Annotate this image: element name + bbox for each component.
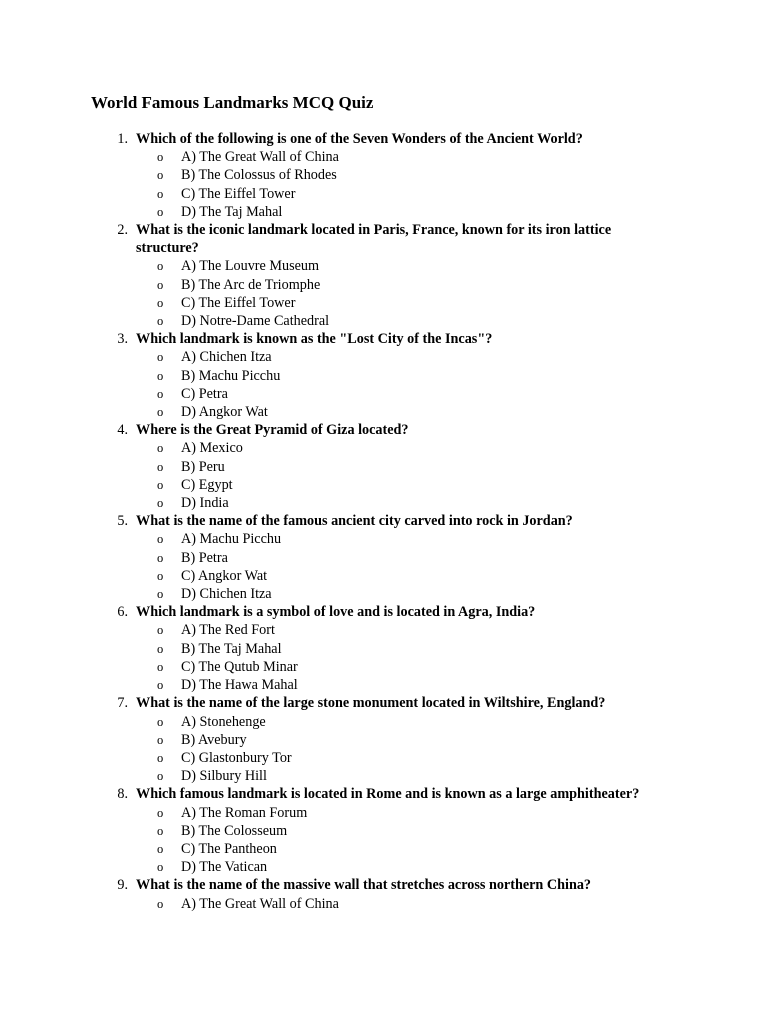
- question-number: 1.: [117, 131, 128, 147]
- bullet-icon: o: [157, 168, 164, 183]
- option-item: [0, 312, 768, 330]
- bullet-icon: o: [157, 659, 164, 674]
- option-item: [0, 676, 768, 694]
- bullet-icon: o: [157, 350, 164, 365]
- option-text: D) The Vatican: [181, 859, 268, 876]
- question-9-row: [0, 876, 656, 894]
- question-number: 2.: [117, 222, 128, 239]
- bullet-icon: o: [157, 550, 164, 565]
- bullet-icon: o: [157, 259, 164, 274]
- option-text: B) Peru: [181, 458, 225, 475]
- question-text: Which landmark is a symbol of love and is located in Agra, India?: [136, 604, 536, 621]
- option-text: D) Notre-Dame Cathedral: [181, 313, 330, 330]
- option-item: [0, 804, 768, 822]
- question-1-row: [0, 130, 656, 148]
- option-text: C) Glastonbury Tor: [181, 749, 292, 766]
- question-number: 8.: [117, 786, 128, 803]
- question-3: [0, 330, 768, 421]
- question-number: 6.: [117, 604, 128, 621]
- option-list: [0, 621, 768, 694]
- bullet-icon: o: [157, 841, 164, 856]
- bullet-icon: o: [157, 805, 164, 820]
- option-item: [0, 549, 768, 567]
- bullet-icon: o: [157, 277, 164, 292]
- option-list: [0, 530, 768, 603]
- question-text: What is the name of the massive wall that stretches across northern China?: [136, 877, 592, 894]
- question-text: Which of the following is one of the Seven Wonders of the Ancient World?: [136, 131, 583, 147]
- question-3-row: [0, 330, 656, 348]
- option-item: [0, 166, 768, 184]
- question-6: [0, 603, 768, 694]
- question-text: What is the name of the famous ancient city carved into rock in Jordan?: [136, 513, 573, 530]
- option-item: [0, 640, 768, 658]
- option-text: A) The Louvre Museum: [181, 258, 320, 275]
- option-list: [0, 439, 768, 512]
- question-text: What is the name of the large stone monument located in Wiltshire, England?: [136, 695, 606, 712]
- option-text: D) Angkor Wat: [181, 404, 268, 421]
- bullet-icon: o: [157, 405, 164, 420]
- question-text: Where is the Great Pyramid of Giza located?: [136, 422, 409, 439]
- option-item: [0, 385, 768, 403]
- option-item: [0, 403, 768, 421]
- question-number: 9.: [117, 877, 128, 894]
- option-item: [0, 185, 768, 203]
- bullet-icon: o: [157, 587, 164, 602]
- option-text: C) Angkor Wat: [181, 567, 268, 584]
- option-item: [0, 494, 768, 512]
- option-text: B) The Arc de Triomphe: [181, 276, 321, 293]
- bullet-icon: o: [157, 678, 164, 693]
- option-text: D) India: [181, 495, 229, 512]
- option-text: A) The Great Wall of China: [181, 149, 339, 166]
- bullet-icon: o: [157, 186, 164, 201]
- bullet-icon: o: [157, 568, 164, 583]
- option-text: C) Egypt: [181, 476, 233, 493]
- bullet-icon: o: [157, 769, 164, 784]
- option-text: A) Chichen Itza: [181, 349, 272, 366]
- option-text: D) Chichen Itza: [181, 586, 272, 603]
- question-2: [0, 221, 768, 330]
- option-list: [0, 348, 768, 421]
- question-number: 3.: [117, 331, 128, 348]
- option-text: D) The Hawa Mahal: [181, 677, 298, 694]
- question-2-row: [0, 221, 656, 257]
- option-list: [0, 148, 768, 221]
- bullet-icon: o: [157, 368, 164, 383]
- option-text: C) The Eiffel Tower: [181, 294, 296, 311]
- option-list: [0, 895, 768, 913]
- option-text: B) The Colosseum: [181, 822, 288, 839]
- option-text: C) The Pantheon: [181, 840, 277, 857]
- option-item: [0, 148, 768, 166]
- question-4-row: [0, 421, 656, 439]
- option-text: B) Machu Picchu: [181, 367, 281, 384]
- option-item: [0, 658, 768, 676]
- option-item: [0, 257, 768, 275]
- option-item: [0, 348, 768, 366]
- bullet-icon: o: [157, 732, 164, 747]
- bullet-icon: o: [157, 750, 164, 765]
- option-text: A) The Great Wall of China: [181, 895, 339, 912]
- option-item: [0, 530, 768, 548]
- question-6-row: [0, 603, 656, 621]
- question-text: Which famous landmark is located in Rome and is known as a large amphitheater?: [136, 786, 640, 803]
- option-item: [0, 203, 768, 221]
- option-item: [0, 458, 768, 476]
- option-item: [0, 822, 768, 840]
- question-9: [0, 876, 768, 912]
- question-5: [0, 512, 768, 603]
- option-text: B) Avebury: [181, 731, 247, 748]
- option-item: [0, 294, 768, 312]
- option-text: B) Petra: [181, 549, 228, 566]
- question-8-row: [0, 785, 656, 803]
- question-8: [0, 785, 768, 876]
- option-text: A) The Roman Forum: [181, 804, 308, 821]
- question-1: [0, 130, 768, 221]
- option-item: [0, 476, 768, 494]
- question-number: 7.: [117, 695, 128, 712]
- bullet-icon: o: [157, 459, 164, 474]
- option-item: [0, 895, 768, 913]
- option-item: [0, 621, 768, 639]
- question-text: What is the iconic landmark located in Paris, France, known for its iron lattice structure?: [136, 222, 612, 257]
- option-item: [0, 276, 768, 294]
- bullet-icon: o: [157, 204, 164, 219]
- option-text: D) The Taj Mahal: [181, 203, 283, 220]
- bullet-icon: o: [157, 714, 164, 729]
- option-text: C) Petra: [181, 385, 228, 402]
- option-list: [0, 713, 768, 786]
- option-item: [0, 567, 768, 585]
- bullet-icon: o: [157, 532, 164, 547]
- bullet-icon: o: [157, 823, 164, 838]
- option-item: [0, 858, 768, 876]
- option-text: A) Mexico: [181, 440, 243, 457]
- bullet-icon: o: [157, 150, 164, 165]
- option-item: [0, 749, 768, 767]
- option-item: [0, 767, 768, 785]
- option-list: [0, 257, 768, 330]
- bullet-icon: o: [157, 295, 164, 310]
- question-number: 4.: [117, 422, 128, 439]
- option-text: B) The Taj Mahal: [181, 640, 282, 657]
- option-item: [0, 439, 768, 457]
- option-item: [0, 585, 768, 603]
- bullet-icon: o: [157, 623, 164, 638]
- bullet-icon: o: [157, 314, 164, 329]
- question-7: [0, 694, 768, 785]
- option-item: [0, 731, 768, 749]
- option-text: D) Silbury Hill: [181, 768, 267, 785]
- bullet-icon: o: [157, 441, 164, 456]
- bullet-icon: o: [157, 860, 164, 875]
- option-item: [0, 367, 768, 385]
- question-7-row: [0, 694, 656, 712]
- option-text: A) The Red Fort: [181, 622, 275, 639]
- option-text: A) Machu Picchu: [181, 531, 282, 548]
- bullet-icon: o: [157, 896, 164, 911]
- bullet-icon: o: [157, 386, 164, 401]
- option-list: [0, 804, 768, 877]
- option-text: C) The Qutub Minar: [181, 658, 298, 675]
- option-item: [0, 713, 768, 731]
- bullet-icon: o: [157, 496, 164, 511]
- question-5-row: [0, 512, 656, 530]
- question-list: [0, 130, 768, 913]
- bullet-icon: o: [157, 641, 164, 656]
- bullet-icon: o: [157, 477, 164, 492]
- page-title: World Famous Landmarks MCQ Quiz: [91, 93, 374, 112]
- option-item: [0, 840, 768, 858]
- question-number: 5.: [117, 513, 128, 530]
- option-text: A) Stonehenge: [181, 713, 266, 730]
- option-text: C) The Eiffel Tower: [181, 185, 296, 202]
- question-4: [0, 421, 768, 512]
- option-text: B) The Colossus of Rhodes: [181, 167, 337, 184]
- question-text: Which landmark is known as the "Lost City of the Incas"?: [136, 331, 493, 348]
